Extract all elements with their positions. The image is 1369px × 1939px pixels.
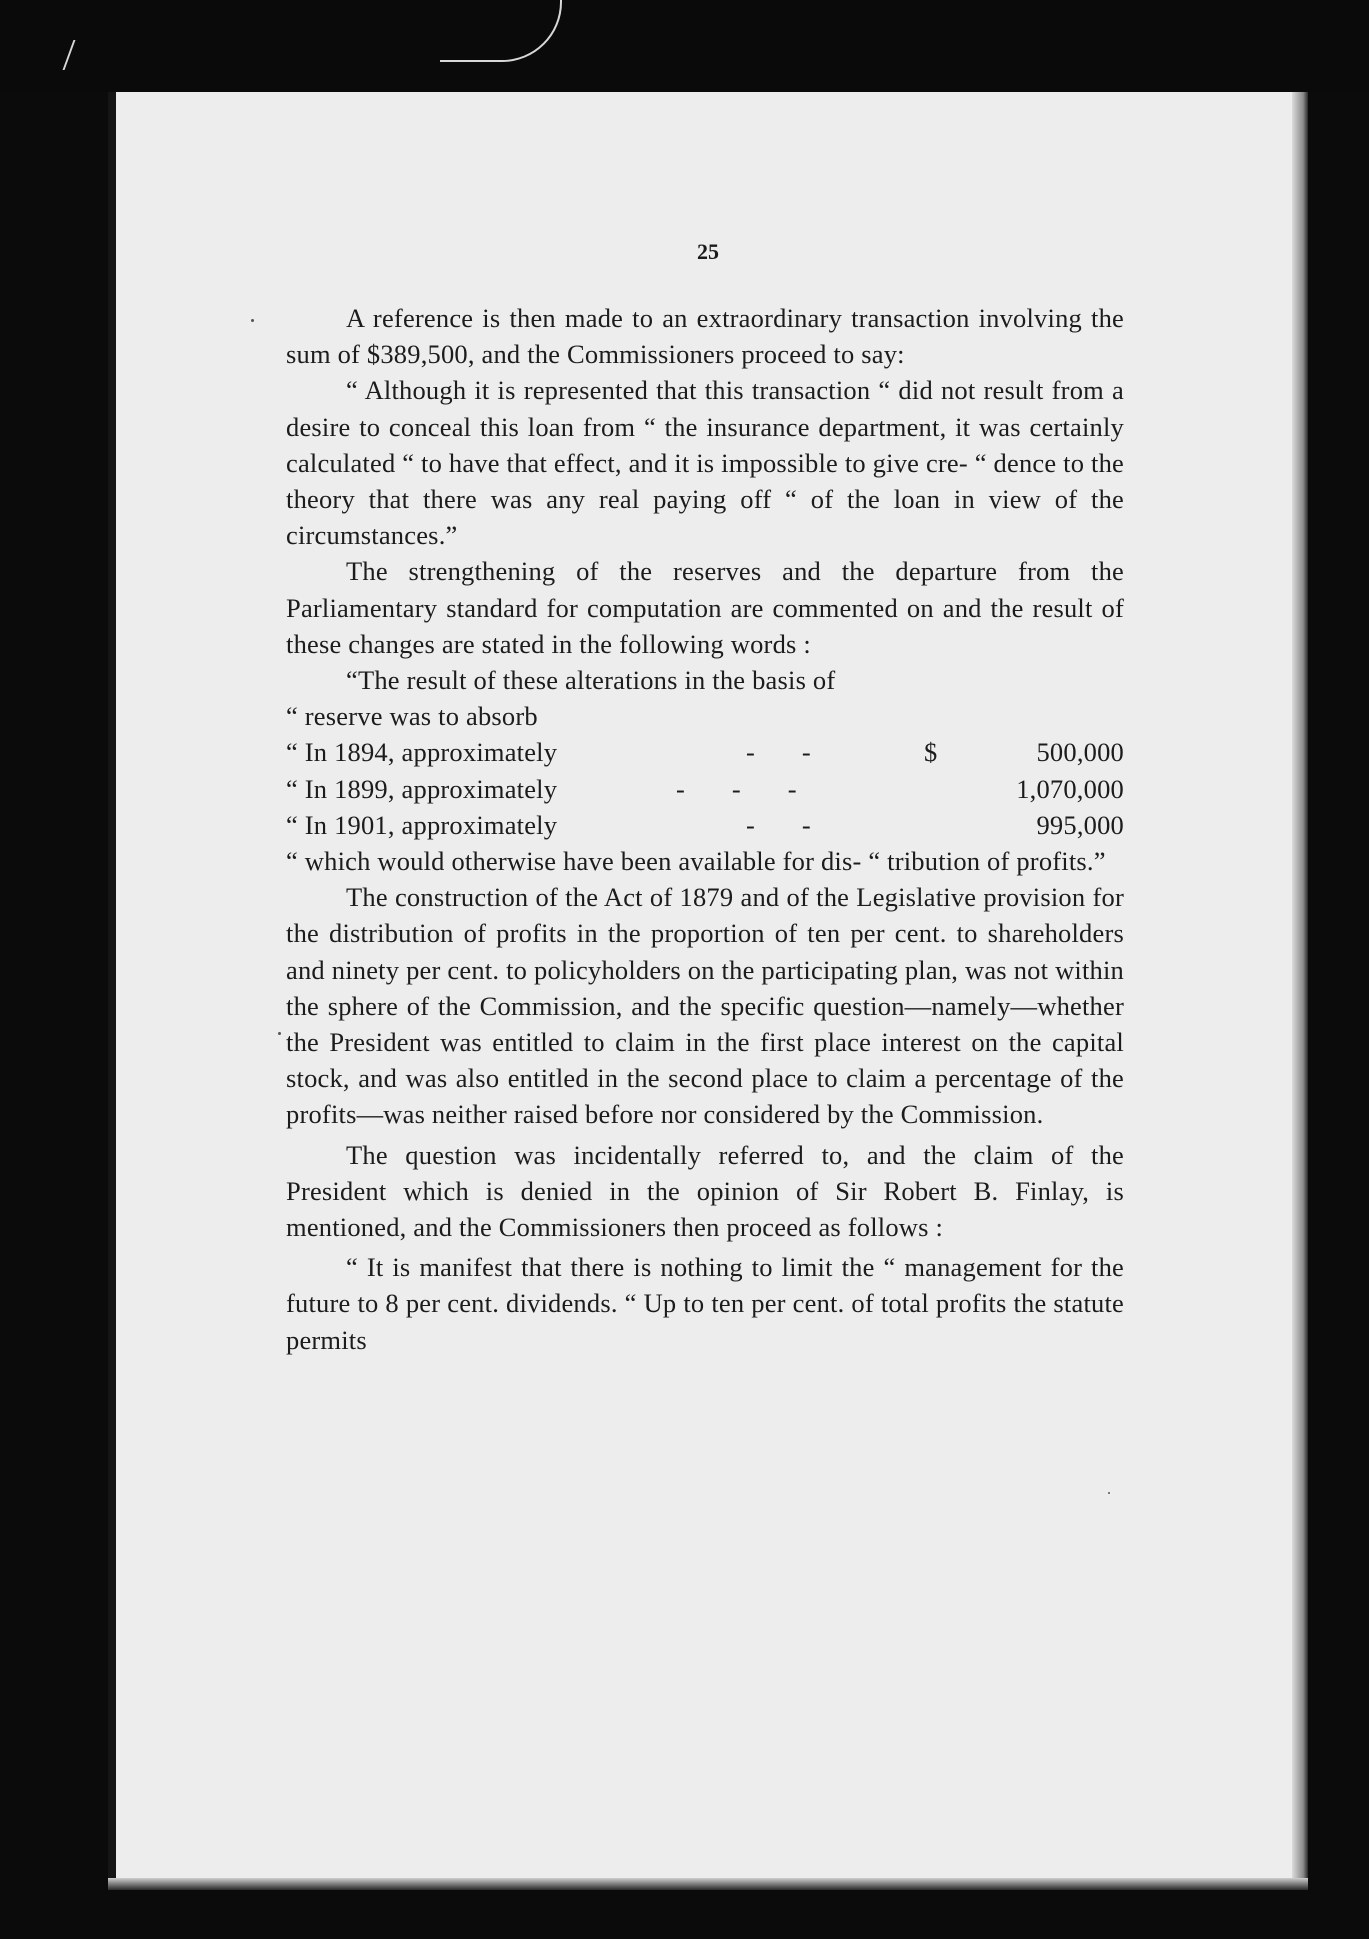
paragraph-construction: The construction of the Act of 1879 and of the Legislative provision for the distribution of profits in the proportion of ten per cent. to shareholders and ninety per cent. to policyholders on the participating plan, was not within the sphere of the Commission, and the specific question—namely—whether the President was entitled to claim in the first place interest on the capital stock, and was also entitled in the second place to claim a percentage of the profits—was neither raised before nor considered by the Commission. bbox=[286, 882, 1124, 1130]
row-currency bbox=[924, 807, 964, 843]
row-amount: 1,070,000 bbox=[1016, 773, 1124, 804]
paragraph-reference: A reference is then made to an extraordinary transaction involving the sum of $389,500, and the Commissioners proceed to say: bbox=[286, 303, 1124, 370]
table-row bbox=[286, 734, 1124, 770]
paragraph-reserves: The strengthening of the reserves and the departure from the Parliamentary standard for computation are commented on and the result of these changes are stated in the following words : bbox=[286, 556, 1124, 659]
table-row bbox=[286, 807, 1124, 843]
row-year-label: “ In 1899, approximately bbox=[286, 773, 558, 804]
scan-speck bbox=[1108, 1492, 1110, 1494]
scan-speck bbox=[278, 1032, 281, 1035]
row-leader-dashes: - - bbox=[746, 809, 811, 840]
quote-reserve-line: “ reserve was to absorb bbox=[286, 701, 538, 732]
scanned-page bbox=[108, 92, 1308, 1890]
row-currency: $ bbox=[924, 737, 938, 768]
row-currency bbox=[924, 771, 964, 807]
body-text bbox=[286, 300, 1124, 1358]
paragraph-question: The question was incidentally referred to, and the claim of the President which is denied in the opinion of Sir Robert B. Finlay, is mentioned, and the Commissioners then proceed as follows : bbox=[286, 1139, 1124, 1243]
quote-result-line: “The result of these alterations in the basis of bbox=[346, 665, 836, 696]
page-bottom-shadow bbox=[108, 1878, 1308, 1890]
table-row bbox=[286, 771, 1124, 807]
row-year-label: “ In 1894, approximately bbox=[286, 737, 558, 768]
reserve-table bbox=[286, 734, 1124, 843]
page-number: 25 bbox=[697, 239, 719, 264]
row-leader-dashes: - - - bbox=[676, 773, 797, 804]
page-right-shadow bbox=[1292, 92, 1308, 1890]
quote-manifest: “ It is manifest that there is nothing to limit the “ management for the future to 8 per cent. dividends. “ Up to ten per cent. of total profits the statute permits bbox=[286, 1252, 1124, 1355]
page-left-edge bbox=[108, 92, 116, 1890]
row-leader-dashes: - - bbox=[746, 737, 811, 768]
quote-transaction: “ Although it is represented that this transaction “ did not result from a desire to conceal this loan from “ the insurance department, it was certainly calculated “ to have that effect, and it is impossible to give cre- “ dence to the theory that there was any real paying off “ of the loan in view of the circumstances.” bbox=[286, 375, 1124, 551]
quote-distribution: “ which would otherwise have been available for dis- “ tribution of profits.” bbox=[286, 846, 1106, 876]
row-year-label: “ In 1901, approximately bbox=[286, 809, 558, 840]
row-amount: 995,000 bbox=[1036, 809, 1124, 840]
row-amount: 500,000 bbox=[1036, 737, 1124, 768]
scan-top-band bbox=[0, 0, 1369, 92]
scan-speck bbox=[251, 319, 254, 322]
